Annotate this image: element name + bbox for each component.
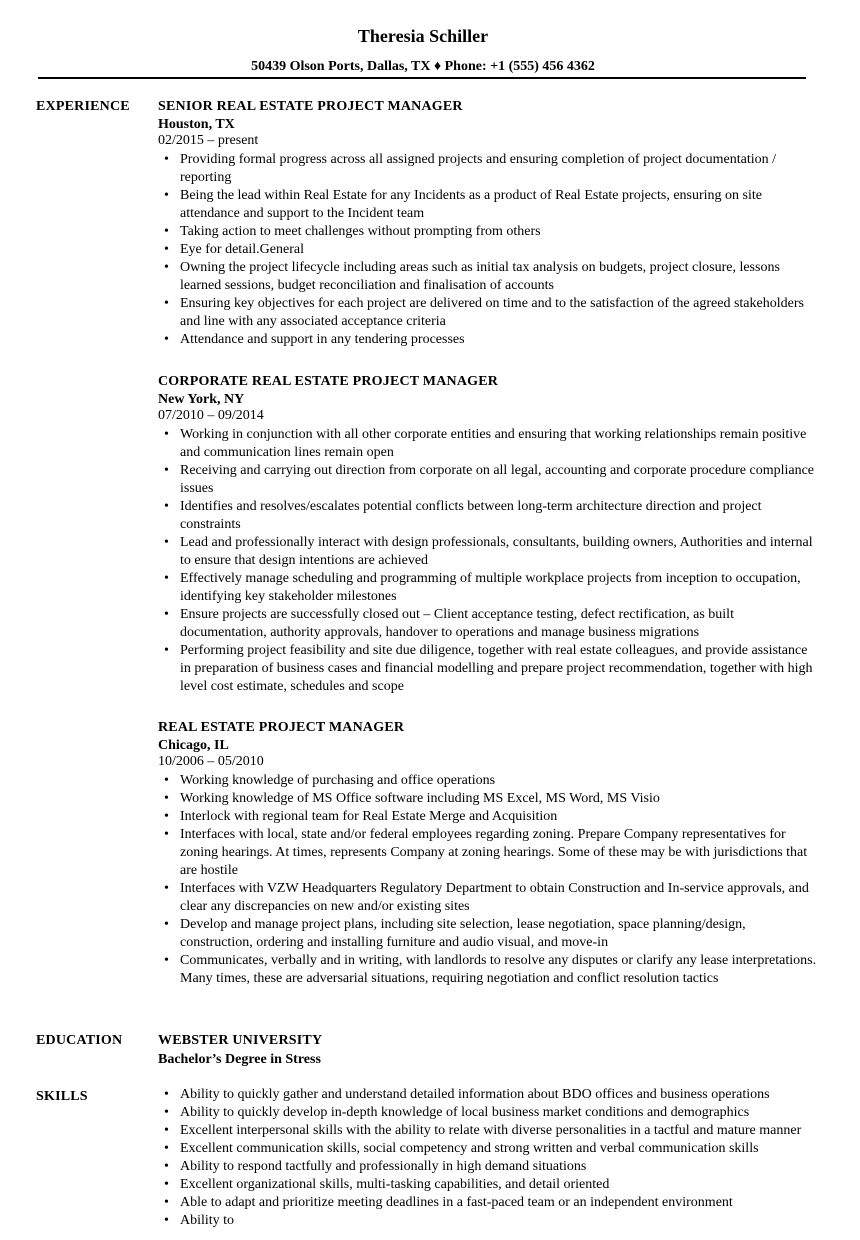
bullet-text: Working knowledge of MS Office software including MS Excel, MS Word, MS Visio: [180, 791, 660, 806]
bullet-text: Ability to quickly develop in-depth knowledge of local business market conditions and demographics: [180, 1105, 750, 1120]
job-entry: [158, 98, 818, 349]
job-bullet-list: [158, 151, 818, 349]
bullet-text: Taking action to meet challenges without prompting from others: [180, 224, 541, 239]
bullet-text: Ability to respond tactfully and professionally in high demand situations: [180, 1159, 587, 1174]
bullet-icon: •: [164, 881, 169, 896]
bullet-icon: •: [164, 827, 169, 842]
list-item: [158, 534, 818, 570]
education-entry: [158, 1032, 818, 1070]
header-divider: [38, 77, 806, 79]
bullet-text: Eye for detail.General: [180, 242, 304, 257]
bullet-icon: •: [164, 463, 169, 478]
job-bullet-list: [158, 426, 818, 696]
bullet-icon: •: [164, 1141, 169, 1156]
bullet-icon: •: [164, 1087, 169, 1102]
job-title: REAL ESTATE PROJECT MANAGER: [158, 720, 405, 735]
bullet-text: Interlock with regional team for Real Estate Merge and Acquisition: [180, 809, 558, 824]
degree-name: Bachelor’s Degree in Stress: [158, 1052, 321, 1067]
list-item: [158, 952, 818, 988]
list-item: [158, 498, 818, 534]
list-item: [158, 880, 818, 916]
list-item: [158, 1104, 818, 1122]
list-item: [158, 462, 818, 498]
bullet-text: Ability to quickly gather and understand detailed information about BDO offices and business operations: [180, 1087, 770, 1102]
bullet-text: Attendance and support in any tendering processes: [180, 332, 465, 347]
list-item: [158, 1194, 818, 1212]
bullet-icon: •: [164, 1123, 169, 1138]
contact-line: 50439 Olson Ports, Dallas, TX ♦ Phone: +1 (555) 456 4362: [251, 59, 595, 74]
list-item: [158, 295, 818, 331]
skills-bullet-list: [158, 1086, 818, 1230]
list-item: [158, 772, 818, 790]
bullet-text: Owning the project lifecycle including areas such as initial tax analysis on budgets, project closure, lessons learned sessions, budget reconciliation and finalisation of accounts: [180, 260, 780, 293]
experience-heading: EXPERIENCE: [36, 99, 130, 114]
list-item: [158, 1158, 818, 1176]
list-item: [158, 426, 818, 462]
school-name: WEBSTER UNIVERSITY: [158, 1033, 323, 1048]
bullet-icon: •: [164, 809, 169, 824]
job-location: New York, NY: [158, 392, 245, 407]
job-title: CORPORATE REAL ESTATE PROJECT MANAGER: [158, 374, 499, 389]
bullet-icon: •: [164, 1105, 169, 1120]
list-item: [158, 241, 818, 259]
job-dates: 02/2015 – present: [158, 133, 259, 148]
bullet-icon: •: [164, 188, 169, 203]
list-item: [158, 151, 818, 187]
bullet-icon: •: [164, 296, 169, 311]
bullet-text: Excellent organizational skills, multi-tasking capabilities, and detail oriented: [180, 1177, 610, 1192]
bullet-icon: •: [164, 1159, 169, 1174]
list-item: [158, 223, 818, 241]
bullet-text: Able to adapt and prioritize meeting deadlines in a fast-paced team or an independent environment: [180, 1195, 733, 1210]
bullet-text: Communicates, verbally and in writing, with landlords to resolve any disputes or clarify any lease interpretations. Many times, these are adversarial situations, requiring negotiation and conflict resolution tactics: [180, 953, 817, 986]
bullet-text: Develop and manage project plans, including site selection, lease negotiation, space planning/design, construction, ordering and installing furniture and audio visual, and move-in: [180, 917, 746, 950]
bullet-icon: •: [164, 791, 169, 806]
bullet-text: Ensuring key objectives for each project are delivered on time and to the satisfaction of the agreed stakeholders and line with any associated acceptance criteria: [180, 296, 804, 329]
bullet-icon: •: [164, 773, 169, 788]
list-item: [158, 1086, 818, 1104]
bullet-icon: •: [164, 332, 169, 347]
bullet-text: Providing formal progress across all assigned projects and ensuring completion of project documentation / reporting: [180, 152, 777, 185]
list-item: [158, 1176, 818, 1194]
job-bullet-list: [158, 772, 818, 988]
job-dates: 10/2006 – 05/2010: [158, 754, 264, 769]
job-entry: [158, 719, 818, 988]
list-item: [158, 808, 818, 826]
list-item: [158, 606, 818, 642]
bullet-icon: •: [164, 607, 169, 622]
bullet-icon: •: [164, 152, 169, 167]
list-item: [158, 331, 818, 349]
bullet-text: Ensure projects are successfully closed out – Client acceptance testing, defect rectification, as built documentation, authority approvals, handover to operations and manage business migrations: [180, 607, 734, 640]
bullet-text: Interfaces with local, state and/or federal employees regarding zoning. Prepare Company representatives for zoning hearings. At times, represents Company at zoning hearings. Some of these may be with jurisdictions that are hostile: [180, 827, 808, 878]
bullet-icon: •: [164, 953, 169, 968]
bullet-icon: •: [164, 1195, 169, 1210]
bullet-icon: •: [164, 571, 169, 586]
bullet-text: Working knowledge of purchasing and office operations: [180, 773, 496, 788]
bullet-text: Working in conjunction with all other corporate entities and ensuring that working relationships remain positive and communication lines remain open: [180, 427, 807, 460]
bullet-icon: •: [164, 242, 169, 257]
bullet-text: Excellent interpersonal skills with the ability to relate with diverse personalities in a tactful and mature manner: [180, 1123, 802, 1138]
bullet-icon: •: [164, 643, 169, 658]
bullet-text: Effectively manage scheduling and programming of multiple workplace projects from inception to occupation, identifying key stakeholder milestones: [180, 571, 801, 604]
bullet-icon: •: [164, 224, 169, 239]
bullet-text: Identifies and resolves/escalates potential conflicts between long-term architecture direction and project constraints: [180, 499, 762, 532]
bullet-icon: •: [164, 917, 169, 932]
bullet-text: Excellent communication skills, social competency and strong written and verbal communication skills: [180, 1141, 759, 1156]
list-item: [158, 187, 818, 223]
list-item: [158, 570, 818, 606]
bullet-text: Receiving and carrying out direction from corporate on all legal, accounting and corporate procedure compliance issues: [180, 463, 815, 496]
bullet-icon: •: [164, 427, 169, 442]
job-location: Chicago, IL: [158, 738, 229, 753]
job-title: SENIOR REAL ESTATE PROJECT MANAGER: [158, 99, 463, 114]
bullet-text: Lead and professionally interact with design professionals, consultants, building owners, Authorities and internal to ensure that design intentions are achieved: [180, 535, 813, 568]
bullet-text: Ability to: [180, 1213, 235, 1228]
bullet-text: Being the lead within Real Estate for any Incidents as a product of Real Estate projects, ensuring on site attendance and support to the Incident team: [180, 188, 762, 221]
bullet-icon: •: [164, 1213, 169, 1228]
list-item: [158, 1212, 818, 1230]
bullet-icon: •: [164, 499, 169, 514]
job-entry: [158, 373, 818, 696]
bullet-text: Performing project feasibility and site due diligence, together with real estate colleagues, and provide assistance in preparation of business cases and financial modelling and prepare project recommendation, together with high level cost estimate, schedules and scope: [180, 643, 813, 694]
list-item: [158, 790, 818, 808]
job-location: Houston, TX: [158, 117, 235, 132]
list-item: [158, 259, 818, 295]
job-dates: 07/2010 – 09/2014: [158, 408, 264, 423]
list-item: [158, 642, 818, 696]
bullet-icon: •: [164, 260, 169, 275]
list-item: [158, 1140, 818, 1158]
skills-entry: [158, 1086, 818, 1230]
list-item: [158, 826, 818, 880]
list-item: [158, 916, 818, 952]
education-heading: EDUCATION: [36, 1033, 123, 1048]
bullet-icon: •: [164, 535, 169, 550]
bullet-text: Interfaces with VZW Headquarters Regulatory Department to obtain Construction and In-service approvals, and clear any discrepancies on new and/or existing sites: [180, 881, 809, 914]
bullet-icon: •: [164, 1177, 169, 1192]
list-item: [158, 1122, 818, 1140]
candidate-name: Theresia Schiller: [357, 26, 489, 46]
skills-heading: SKILLS: [36, 1089, 88, 1104]
